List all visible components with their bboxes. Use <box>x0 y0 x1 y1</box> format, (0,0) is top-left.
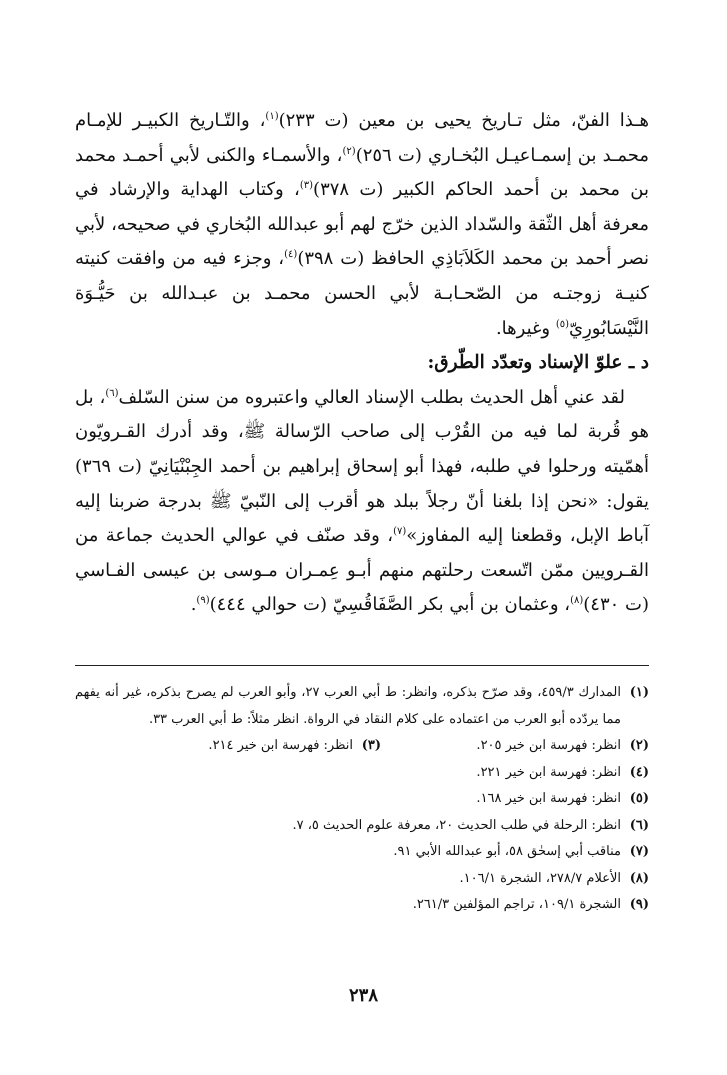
footnote-3 <box>143 733 381 760</box>
footnote-number: (١) <box>629 685 649 700</box>
footnote-ref-2[interactable]: (٢) <box>342 145 356 157</box>
page-number: ٢٣٨ <box>348 985 378 1006</box>
footnote-7 <box>75 839 649 866</box>
main-text <box>75 104 649 623</box>
footnote-8 <box>75 866 649 893</box>
paragraph-2 <box>75 381 649 623</box>
text-run: ، وقد صنّف في عوالي الحديث جماعة من القـرويين ممّن اتّسعت رحلتهم منهم أبـو عِمـران مـوسى بن عيسى الفـاسي (ت ٤٣٠) <box>75 525 649 616</box>
footnote-text: انظر: فهرسة ابن خير ٢٠٥. <box>476 738 621 753</box>
text-run: ، والتّـاريخ الكبيـر للإمـام محمـد بن إسمـاعيـل البُخـاري (ت ٢٥٦) <box>75 110 650 166</box>
footnote-number: (٥) <box>629 791 649 806</box>
text-run: ، بل هو قُربة لما فيه من القُرْب إلى صاحب الرّسالة ﷺ، وقد أدرك القـرويّون أهمّيته ورحلوا في طلبه، فهذا أبو إسحاق إبراهيم بن أحمد الجِبْنْيَانِيّ (ت ٣٦٩) يقول: «نحن إذا بلغنا أنّ رجلاً ببلد هو أقرب إلى النّبيّ ﷺ بدرجة ضربنا إليه آباط الإبل، وقطعنا إليه المفاوز» <box>75 386 649 547</box>
footnote-number: (٦) <box>629 817 649 833</box>
footnote-ref-5[interactable]: (٥) <box>555 318 570 330</box>
footnote-text: الأعلام ٢٧٨/٧، الشجرة ١٠٦/١. <box>459 870 621 886</box>
footnotes <box>75 680 649 919</box>
text-run: ، وعثمان بن أبي بكر الصَّفَاقُسِيّ (ت حوالي ٤٤٤) <box>209 594 571 616</box>
footnote-ref-6[interactable]: (٦) <box>105 387 119 399</box>
footnote-text: انظر: فهرسة ابن خير ٢٢١. <box>476 764 621 780</box>
footnote-number: (٨) <box>629 870 649 886</box>
footnote-2 <box>411 733 649 760</box>
footnote-ref-3[interactable]: (٣) <box>299 180 314 192</box>
footnote-ref-1[interactable]: (١) <box>265 111 279 122</box>
footnote-number: (٣) <box>361 738 381 753</box>
footnote-1 <box>75 680 649 733</box>
footnote-divider <box>75 665 649 666</box>
text-run: لقد عني أهل الحديث بطلب الإسناد العالي واعتبروه من سنن السّلف <box>118 386 625 408</box>
text-run: ، والأسمـاء والكنى لأبي أحمـد محمد بن محمد بن أحمد الحاكم الكبير (ت ٣٧٨) <box>75 144 649 201</box>
footnote-5 <box>75 786 649 813</box>
text-run: ، وجزء فيه من وافقت كنيته كنيـة زوجتـه من الصّحـابـة لأبي الحسن محمـد بن عبـدالله بن حَيُّـوَة النَّيْسَابُورِيّ <box>75 248 649 339</box>
text-run: وغيرها. <box>495 317 556 339</box>
footnote-text: المدارك ٤٥٩/٣، وقد صرّح بذكره، وانظر: ط أبي العرب ٢٧، وأبو العرب لم يصرح بذكره، غير أنه يفهم مما يردّده أبو العرب من اعتماده على كلام النقاد في الرواة. انظر مثلاً: ط أبي العرب ٣٣. <box>75 685 621 727</box>
footnote-text: انظر: فهرسة ابن خير ١٦٨. <box>476 791 621 806</box>
footnote-text: انظر: الرحلة في طلب الحديث ٢٠، معرفة علوم الحديث ٥، ٧. <box>292 817 621 833</box>
footnote-6 <box>75 813 649 840</box>
footnote-number: (٤) <box>629 764 649 780</box>
footnote-number: (٩) <box>629 897 649 912</box>
footnote-row <box>75 733 649 760</box>
text-run: ، وكتاب الهداية والإرشاد في معرفة أهل الثّقة والسّداد الذين خرّج لهم أبو عبدالله البُخاري في صحيحه، لأبي نصر أحمد بن محمد الكَلاَبَاذِي الحافظ (ت ٣٩٨) <box>75 179 649 270</box>
footnote-4 <box>75 760 649 787</box>
section-heading: د ـ علوّ الإسناد وتعدّد الطّرق: <box>427 352 649 374</box>
footnote-number: (٢) <box>629 738 649 753</box>
footnote-number: (٧) <box>629 844 649 859</box>
footnote-9 <box>75 892 649 919</box>
text-run: هـذا الفنّ، مثل تـاريخ يحيى بن معين (ت ٢٣٣) <box>278 110 649 131</box>
text-run: . <box>190 594 197 616</box>
footnote-ref-8[interactable]: (٨) <box>570 595 584 607</box>
footnote-ref-9[interactable]: (٩) <box>196 595 210 607</box>
footnote-ref-7[interactable]: (٧) <box>393 526 407 538</box>
paragraph-1 <box>75 104 649 346</box>
footnote-ref-4[interactable]: (٤) <box>284 249 298 261</box>
footnote-text: الشجرة ١٠٩/١، تراجم المؤلفين ٢٦١/٣. <box>412 897 621 912</box>
footnote-text: انظر: فهرسة ابن خير ٢١٤. <box>208 738 353 753</box>
footnote-text: مناقب أبي إسحٰق ٥٨، أبو عبدالله الأبي ٩١. <box>393 844 621 859</box>
